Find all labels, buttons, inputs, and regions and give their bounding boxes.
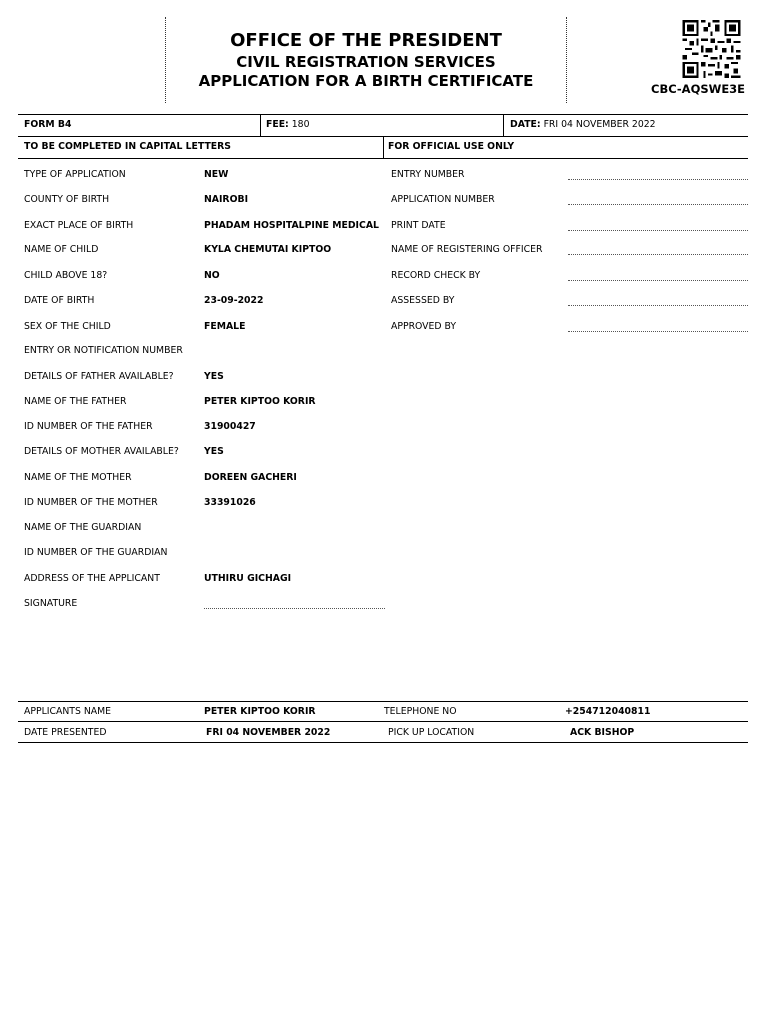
print-date-label: PRINT DATE	[391, 220, 446, 231]
qr-code-icon	[681, 20, 742, 78]
print-date-line	[568, 230, 748, 231]
mother-name-label: NAME OF THE MOTHER	[24, 472, 132, 483]
name-of-child-label: NAME OF CHILD	[24, 244, 99, 255]
mother-details-value: YES	[204, 446, 224, 457]
sex-of-child-value: FEMALE	[204, 321, 246, 332]
sex-of-child-label: SEX OF THE CHILD	[24, 321, 111, 332]
entry-number-label: ENTRY NUMBER	[391, 169, 465, 180]
date-value: FRI 04 NOVEMBER 2022	[543, 119, 656, 130]
signature-line	[204, 608, 385, 609]
footer-top-border	[18, 701, 748, 702]
date-presented-value: FRI 04 NOVEMBER 2022	[206, 727, 331, 738]
father-name-value: PETER KIPTOO KORIR	[204, 396, 316, 407]
section-divider	[383, 136, 384, 158]
fee-field	[266, 119, 310, 130]
place-of-birth-label: EXACT PLACE OF BIRTH	[24, 220, 134, 231]
record-check-line	[568, 280, 748, 281]
father-details-value: YES	[204, 371, 224, 382]
pickup-location-value: ACK BISHOP	[570, 727, 635, 738]
fee-label: FEE:	[266, 119, 289, 130]
guardian-id-label: ID NUMBER OF THE GUARDIAN	[24, 547, 168, 558]
pickup-location-label: PICK UP LOCATION	[388, 727, 475, 738]
mother-id-label: ID NUMBER OF THE MOTHER	[24, 497, 158, 508]
mother-id-value: 33391026	[204, 497, 256, 508]
applicant-address-label: ADDRESS OF THE APPLICANT	[24, 573, 160, 584]
father-details-label: DETAILS OF FATHER AVAILABLE?	[24, 371, 174, 382]
date-field	[510, 119, 656, 130]
signature-label: SIGNATURE	[24, 598, 78, 609]
official-use-heading: FOR OFFICIAL USE ONLY	[388, 141, 515, 152]
approved-by-label: APPROVED BY	[391, 321, 457, 332]
capital-letters-heading: TO BE COMPLETED IN CAPITAL LETTERS	[24, 141, 231, 152]
guardian-name-label: NAME OF THE GUARDIAN	[24, 522, 142, 533]
type-of-application-label: TYPE OF APPLICATION	[24, 169, 126, 180]
footer-bottom-border	[18, 742, 748, 743]
application-number-line	[568, 204, 748, 205]
table-top-border	[18, 114, 748, 115]
entry-notification-label: ENTRY OR NOTIFICATION NUMBER	[24, 345, 183, 356]
form-title: APPLICATION FOR A BIRTH CERTIFICATE	[198, 72, 534, 90]
type-of-application-value: NEW	[204, 169, 229, 180]
place-of-birth-value: PHADAM HOSPITALPINE MEDICAL	[204, 220, 379, 231]
telephone-value: +254712040811	[565, 706, 651, 717]
date-presented-label: DATE PRESENTED	[24, 727, 107, 738]
county-of-birth-value: NAIROBI	[204, 194, 249, 205]
father-id-label: ID NUMBER OF THE FATHER	[24, 421, 153, 432]
applicant-name-label: APPLICANTS NAME	[24, 706, 112, 717]
entry-number-line	[568, 179, 748, 180]
approved-by-line	[568, 331, 748, 332]
footer-middle-border	[18, 721, 748, 722]
section-bottom-border	[18, 158, 748, 159]
fee-value: 180	[291, 119, 310, 130]
telephone-label: TELEPHONE NO	[384, 706, 457, 717]
date-of-birth-value: 23-09-2022	[204, 295, 264, 306]
date-of-birth-label: DATE OF BIRTH	[24, 295, 95, 306]
registering-officer-line	[568, 254, 748, 255]
meta-divider-1	[260, 114, 261, 136]
father-name-label: NAME OF THE FATHER	[24, 396, 127, 407]
name-of-child-value: KYLA CHEMUTAI KIPTOO	[204, 244, 332, 255]
father-id-value: 31900427	[204, 421, 256, 432]
date-label: DATE:	[510, 119, 541, 130]
assessed-by-line	[568, 305, 748, 306]
applicant-address-value: UTHIRU GICHAGI	[204, 573, 292, 584]
record-check-label: RECORD CHECK BY	[391, 270, 481, 281]
applicant-name-value: PETER KIPTOO KORIR	[204, 706, 316, 717]
application-code: CBC-AQSWE3E	[651, 82, 746, 96]
child-above-18-label: CHILD ABOVE 18?	[24, 270, 108, 281]
service-title: CIVIL REGISTRATION SERVICES	[236, 53, 496, 71]
child-above-18-value: NO	[204, 270, 220, 281]
meta-divider-2	[503, 114, 504, 136]
application-number-label: APPLICATION NUMBER	[391, 194, 495, 205]
mother-details-label: DETAILS OF MOTHER AVAILABLE?	[24, 446, 179, 457]
header-right-divider	[566, 17, 567, 103]
assessed-by-label: ASSESSED BY	[391, 295, 455, 306]
form-number: FORM B4	[24, 119, 72, 130]
mother-name-value: DOREEN GACHERI	[204, 472, 297, 483]
county-of-birth-label: COUNTY OF BIRTH	[24, 194, 110, 205]
registering-officer-label: NAME OF REGISTERING OFFICER	[391, 244, 543, 255]
office-title: OFFICE OF THE PRESIDENT	[230, 30, 502, 51]
